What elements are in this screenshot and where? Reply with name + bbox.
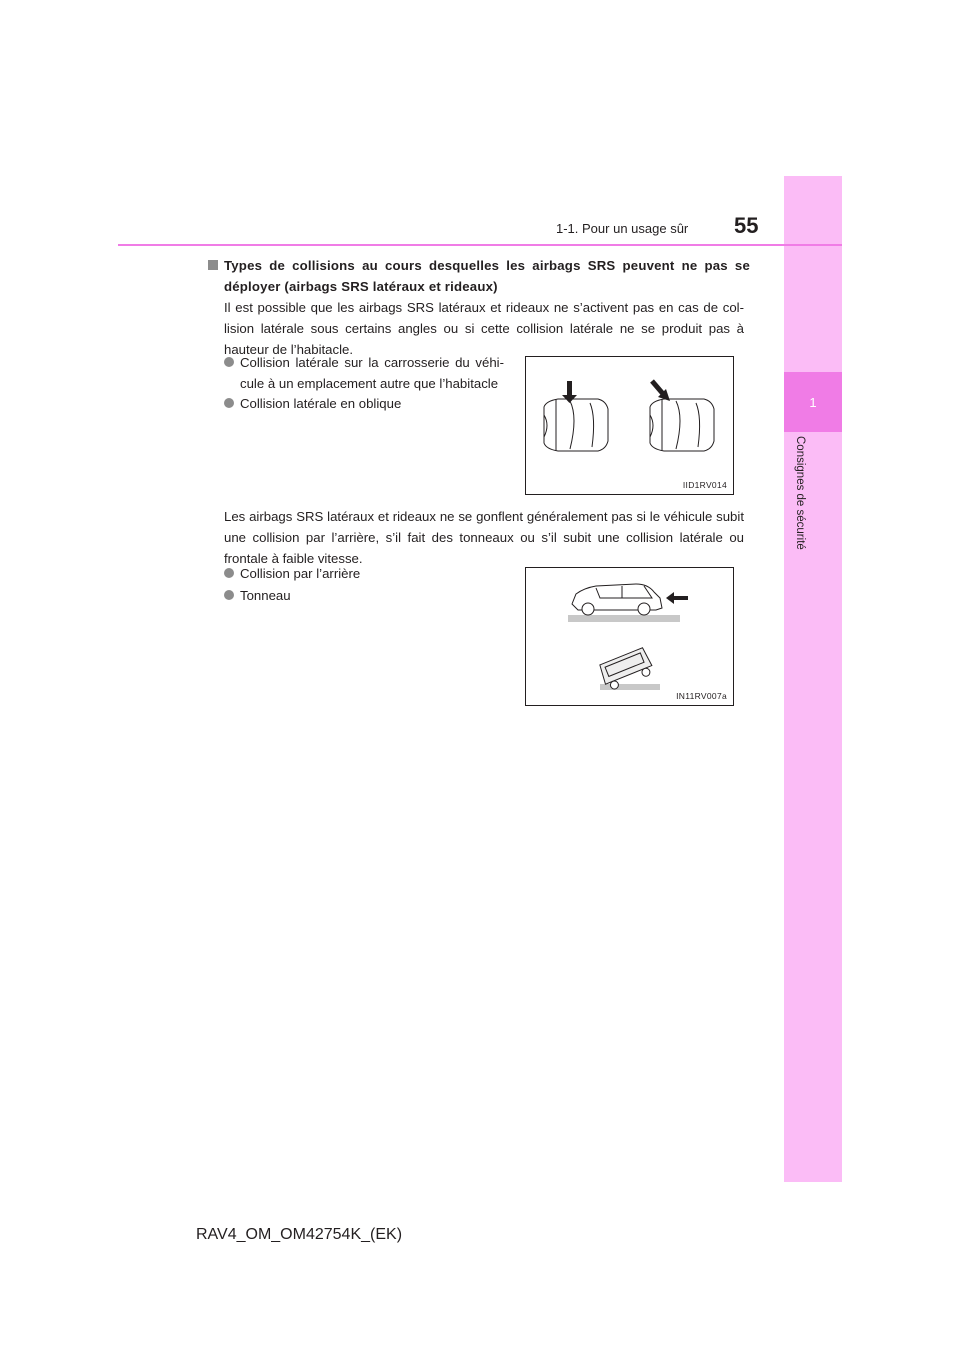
paragraph-1: Il est possible que les airbags SRS latéraux et rideaux ne s’activent pas en cas de col-lision latérale sous certains angles ou si cette collision latérale ne se produit pas à hauteur de l’habitacle. — [224, 300, 744, 357]
header-section-title: 1-1. Pour un usage sûr — [556, 221, 689, 236]
arrow-down-icon — [562, 381, 577, 403]
suv-side-view — [572, 584, 662, 615]
bullet-text: Collision latérale en oblique — [240, 396, 402, 411]
figure-code: IID1RV014 — [682, 480, 727, 490]
bullet-text: Collision par l’arrière — [240, 566, 361, 581]
footer-model-code: RAV4_OM_OM42754K_(EK) — [196, 1226, 403, 1243]
figure-code: IN11RV007a — [676, 691, 727, 701]
bullet-item — [224, 352, 504, 394]
bullet-text: Collision latérale sur la carrosserie du véhi-cule à un emplacement autre que l’habitacle — [240, 355, 504, 391]
page-number: 55 — [734, 213, 759, 238]
side-collision-illustration — [526, 357, 733, 494]
chapter-side-tab — [784, 176, 842, 1182]
bullet-dot-icon — [224, 568, 234, 578]
bullet-item — [224, 585, 484, 606]
bullet-dot-icon — [224, 398, 234, 408]
bullet-dot-icon — [224, 590, 234, 600]
section-heading — [210, 255, 750, 297]
header-rule — [118, 244, 842, 246]
bullet-text: Tonneau — [240, 588, 291, 603]
rear-rollover-illustration — [526, 568, 733, 705]
heading-square-icon — [208, 260, 218, 270]
ground-strip — [600, 684, 660, 690]
bullet-dot-icon — [224, 357, 234, 367]
rear-rollover-figure — [525, 567, 734, 706]
bullet-item — [224, 563, 484, 584]
ground-strip — [568, 615, 680, 622]
car-top-view-left — [544, 399, 608, 451]
arrow-left-icon — [666, 592, 688, 604]
chapter-number: 1 — [809, 394, 817, 410]
arrow-diagonal-icon — [652, 381, 670, 401]
car-top-view-right — [650, 399, 714, 451]
side-collision-figure — [525, 356, 734, 495]
bullet-item — [224, 393, 504, 414]
heading-text: Types de collisions au cours desquelles les airbags SRS peuvent ne pas se déployer (airbags SRS latéraux et rideaux) — [224, 258, 750, 294]
paragraph-2: Les airbags SRS latéraux et rideaux ne se gonflent généralement pas si le véhicule subit une collision par l’arrière, s’il fait des tonneaux ou s’il subit une collision latérale ou frontale à faible vitesse. — [224, 509, 744, 566]
chapter-label: Consignes de sécurité — [794, 436, 806, 550]
